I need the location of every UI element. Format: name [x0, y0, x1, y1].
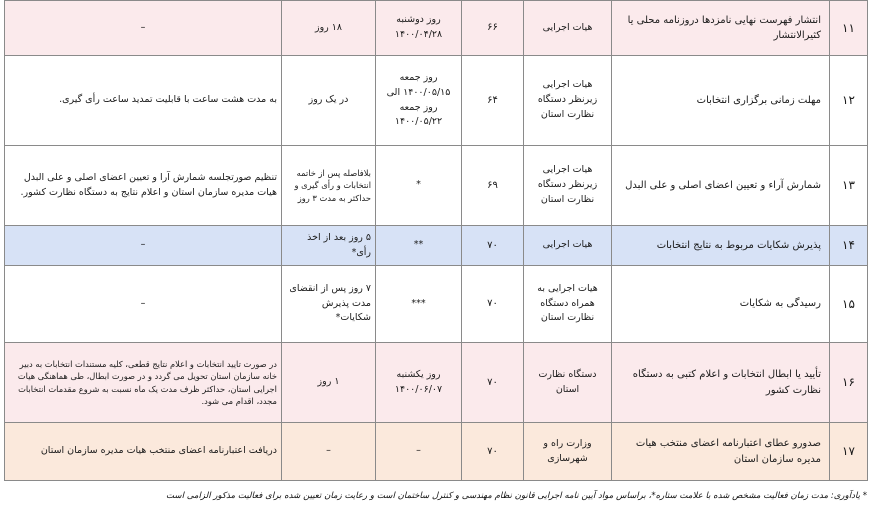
article-cell: ۶۴	[462, 56, 524, 146]
note-cell: تنظیم صورتجلسه شمارش آرا و تعیین اعضای اصلی و علی البدل هیات مدیره سازمان استان و اعلام نتایج به دستگاه نظارت کشور.	[5, 146, 282, 226]
responsible-cell: وزارت راه و شهرسازی	[524, 423, 612, 481]
duration-cell: ۵ روز بعد از اخذ رأی*	[282, 226, 376, 266]
responsible-cell: دستگاه نظارت استان	[524, 343, 612, 423]
duration-cell: بلافاصله پس از خاتمه انتخابات و رأی گیری و حداکثر به مدت ۳ روز	[282, 146, 376, 226]
activity-cell: صدورو عطای اعتبارنامه اعضای منتخب هیات مدیره سازمان استان	[612, 423, 830, 481]
table-row	[5, 56, 868, 146]
article-cell: ۶۹	[462, 146, 524, 226]
responsible-cell: هیات اجرایی زیرنظر دستگاه نظارت استان	[524, 56, 612, 146]
article-cell: ۷۰	[462, 266, 524, 343]
article-cell: ۶۶	[462, 1, 524, 56]
responsible-cell: هیات اجرایی	[524, 226, 612, 266]
table-row	[5, 343, 868, 423]
activity-cell: انتشار فهرست نهایی نامزدها دروزنامه محلی یا کثیرالانتشار	[612, 1, 830, 56]
note-cell: –	[5, 226, 282, 266]
duration-cell: ۱ روز	[282, 343, 376, 423]
row-number: ۱۷	[830, 423, 868, 481]
table-row	[5, 226, 868, 266]
date-cell: –	[376, 423, 462, 481]
note-cell: –	[5, 1, 282, 56]
responsible-cell: هیات اجرایی زیرنظر دستگاه نظارت استان	[524, 146, 612, 226]
row-number: ۱۴	[830, 226, 868, 266]
row-number: ۱۱	[830, 1, 868, 56]
row-number: ۱۵	[830, 266, 868, 343]
note-cell: دریافت اعتبارنامه اعضای منتخب هیات مدیره سازمان استان	[5, 423, 282, 481]
date-cell: **	[376, 226, 462, 266]
duration-cell: –	[282, 423, 376, 481]
activity-cell: شمارش آراء و تعیین اعضای اصلی و علی البدل	[612, 146, 830, 226]
responsible-cell: هیات اجرایی به همراه دستگاه نظارت استان	[524, 266, 612, 343]
table-row	[5, 146, 868, 226]
article-cell: ۷۰	[462, 226, 524, 266]
table-row	[5, 1, 868, 56]
article-cell: ۷۰	[462, 423, 524, 481]
activity-cell: مهلت زمانی برگزاری انتخابات	[612, 56, 830, 146]
footnote: * یادآوری: مدت زمان فعالیت مشخص شده با علامت ستاره*، براساس مواد آیین نامه اجرایی قانون نظام مهندسی و کنترل ساختمان است و رعایت زمان تعیین شده برای فعالیت مذکور الزامی است	[165, 491, 867, 501]
schedule-table-container	[4, 0, 867, 481]
article-cell: ۷۰	[462, 343, 524, 423]
responsible-cell: هیات اجرایی	[524, 1, 612, 56]
date-cell: *	[376, 146, 462, 226]
duration-cell: ۱۸ روز	[282, 1, 376, 56]
election-schedule-table	[4, 0, 868, 481]
date-cell: روز جمعه ۱۴۰۰/۰۵/۱۵ الی روز جمعه ۱۴۰۰/۰۵/۲۲	[376, 56, 462, 146]
table-row	[5, 423, 868, 481]
note-cell: در صورت تایید انتخابات و اعلام نتایج قطعی، کلیه مستندات انتخابات به دبیر خانه سازمان استان تحویل می گردد و در صورت ابطال، طی هماهنگی هیات اجرایی استان، حداکثر ظرف مدت یک ماه نسبت به شروع مقدمات انتخابات مجدد، اقدام می شود.	[5, 343, 282, 423]
row-number: ۱۲	[830, 56, 868, 146]
note-cell: به مدت هشت ساعت با قابلیت تمدید ساعت رأی گیری.	[5, 56, 282, 146]
date-cell: روز یکشنبه ۱۴۰۰/۰۶/۰۷	[376, 343, 462, 423]
table-row	[5, 266, 868, 343]
activity-cell: تأیید یا ابطال انتخابات و اعلام کتبی به دستگاه نظارت کشور	[612, 343, 830, 423]
duration-cell: در یک روز	[282, 56, 376, 146]
note-cell: –	[5, 266, 282, 343]
row-number: ۱۶	[830, 343, 868, 423]
activity-cell: پذیرش شکایات مربوط به نتایج انتخابات	[612, 226, 830, 266]
activity-cell: رسیدگی به شکایات	[612, 266, 830, 343]
date-cell: روز دوشنبه ۱۴۰۰/۰۴/۲۸	[376, 1, 462, 56]
date-cell: ***	[376, 266, 462, 343]
row-number: ۱۳	[830, 146, 868, 226]
duration-cell: ۷ روز پس از انقضای مدت پذیرش شکایات*	[282, 266, 376, 343]
